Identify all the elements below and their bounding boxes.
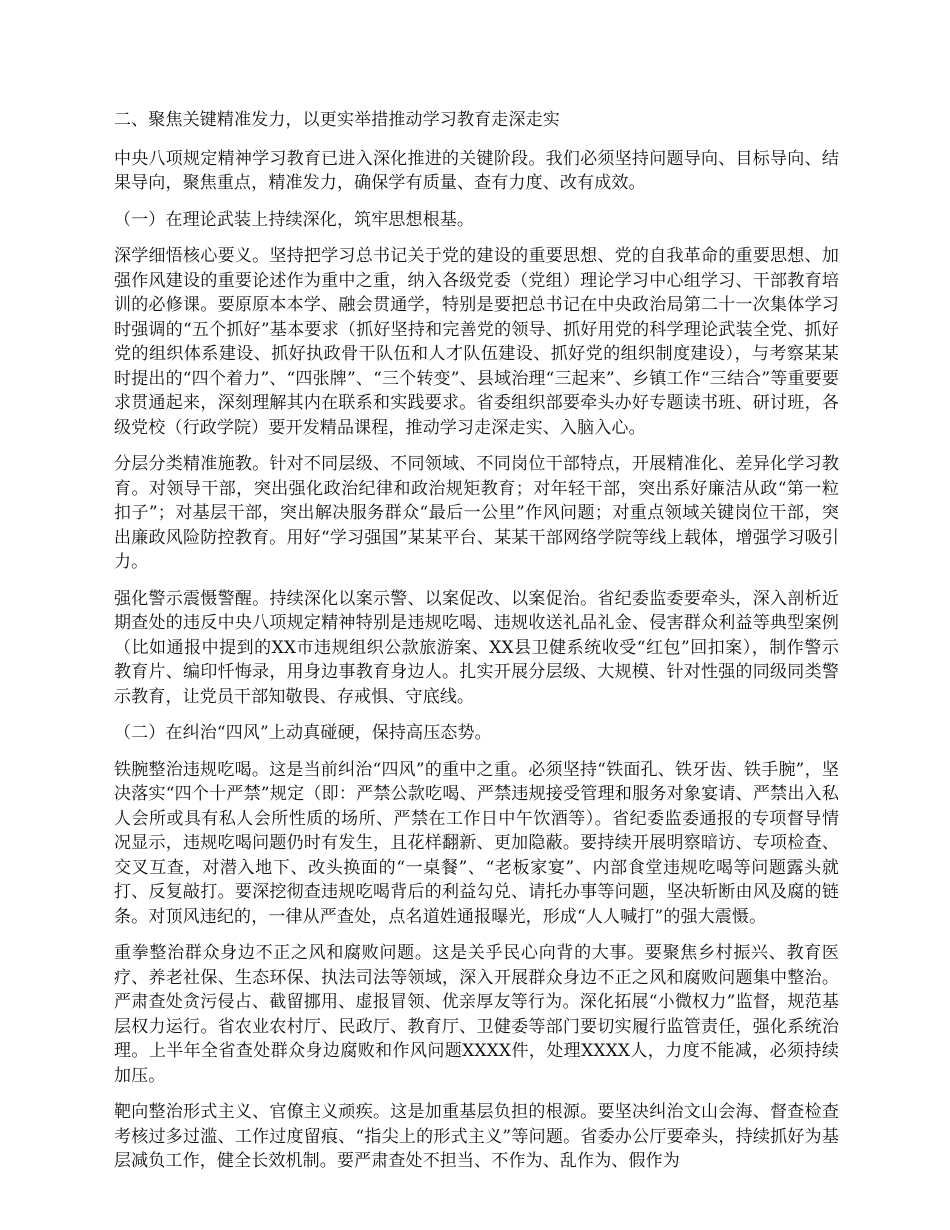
section-heading: 二、聚焦关键精准发力，以更实举措推动学习教育走深走实	[114, 110, 560, 130]
paragraph-grassroots-corruption: 重拳整治群众身边不正之风和腐败问题。这是关乎民心向背的大事。要聚焦乡村振兴、教育医疗、养老社保、生态环保、执法司法等领域，深入开展群众身边不正之风和腐败问题集中整治。严肃查处贪污侵占、截留挪用、虚报冒领、优亲厚友等行为。深化拓展“小微权力”监督，规范基层权力运行。省农业农村厅、民政厅、教育厅、卫健委等部门要切实履行监管责任，强化系统治理。上半年全省查处群众身边腐败和作风问题XXXX件，处理XXXX人，力度不能减，必须持续加压。	[114, 943, 839, 1086]
paragraph-warning-education: 强化警示震慑警醒。持续深化以案示警、以案促改、以案促治。省纪委监委要牵头，深入剖析近期查处的违反中央八项规定精神特别是违规吃喝、违规收送礼品礼金、侵害群众利益等典型案例（比如通报中提到的XX市违规组织公款旅游案、XX县卫健系统收受“红包”回扣案），制作警示教育片、编印忏悔录，用身边事教育身边人。扎实开展分层级、大规模、针对性强的同级同类警示教育，让党员干部知敬畏、存戒惧、守底线。	[114, 588, 839, 707]
paragraph-formalism: 靶向整治形式主义、官僚主义顽疾。这是加重基层负担的根源。要坚决纠治文山会海、督查检查考核过多过滥、工作过度留痕、“指尖上的形式主义”等问题。省委办公厅要牵头，持续抓好为基层减负工作，健全长效机制。要严肃查处不担当、不作为、乱作为、假作为	[114, 1102, 839, 1171]
subsection-heading-2: （二）在纠治“四风”上动真碰硬，保持高压态势。	[114, 723, 492, 743]
document-page	[114, 108, 839, 1186]
subsection-heading-1: （一）在理论武装上持续深化，筑牢思想根基。	[114, 209, 475, 230]
intro-paragraph: 中央八项规定精神学习教育已进入深化推进的关键阶段。我们必须坚持问题导向、目标导向、结果导向，聚焦重点，精准发力，确保学有质量、查有力度、改有成效。	[114, 148, 839, 193]
paragraph-theory-study: 深学细悟核心要义。坚持把学习总书记关于党的建设的重要思想、党的自我革命的重要思想、加强作风建设的重要论述作为重中之重，纳入各级党委（党组）理论学习中心组学习、干部教育培训的必修课。要原原本本学、融会贯通学，特别是要把总书记在中央政治局第二十一次集体学习时强调的“五个抓好”基本要求（抓好坚持和完善党的领导、抓好用党的科学理论武装全党、抓好党的组织体系建设、抓好执政骨干队伍和人才队伍建设、抓好党的组织制度建设），与考察某某时提出的“四个着力”、“四张牌”、“三个转变”、县域治理“三起来”、乡镇工作“三结合”等重要要求贯通起来，深刻理解其内在联系和实践要求。省委组织部要牵头办好专题读书班、研讨班，各级党校（行政学院）要开发精品课程，推动学习走深走实、入脑入心。	[114, 246, 839, 438]
paragraph-tiered-education: 分层分类精准施教。针对不同层级、不同领域、不同岗位干部特点，开展精准化、差异化学习教育。对领导干部，突出强化政治纪律和政治规矩教育；对年轻干部，突出系好廉洁从政“第一粒扣子”；对基层干部，突出解决服务群众“最后一公里”作风问题；对重点领域关键岗位干部，突出廉政风险防控教育。用好“学习强国”某某平台、某某干部网络学院等线上载体，增强学习吸引力。	[114, 454, 839, 572]
paragraph-illegal-dining: 铁腕整治违规吃喝。这是当前纠治“四风”的重中之重。必须坚持“铁面孔、铁牙齿、铁手腕”，坚决落实“四个十严禁”规定（即：严禁公款吃喝、严禁违规接受管理和服务对象宴请、严禁出入私人会所或具有私人会所性质的场所、严禁在工作日中午饮酒等）。省纪委监委通报的专项督导情况显示，违规吃喝问题仍时有发生，且花样翻新、更加隐蔽。要持续开展明察暗访、专项检查、交叉互查，对潜入地下、改头换面的“一桌餐”、“老板家宴”、内部食堂违规吃喝等问题露头就打、反复敲打。要深挖彻查违规吃喝背后的利益勾兑、请托办事等问题，坚决斩断由风及腐的链条。对顶风违纪的，一律从严查处，点名道姓通报曝光，形成“人人喊打”的强大震慑。	[114, 759, 839, 927]
